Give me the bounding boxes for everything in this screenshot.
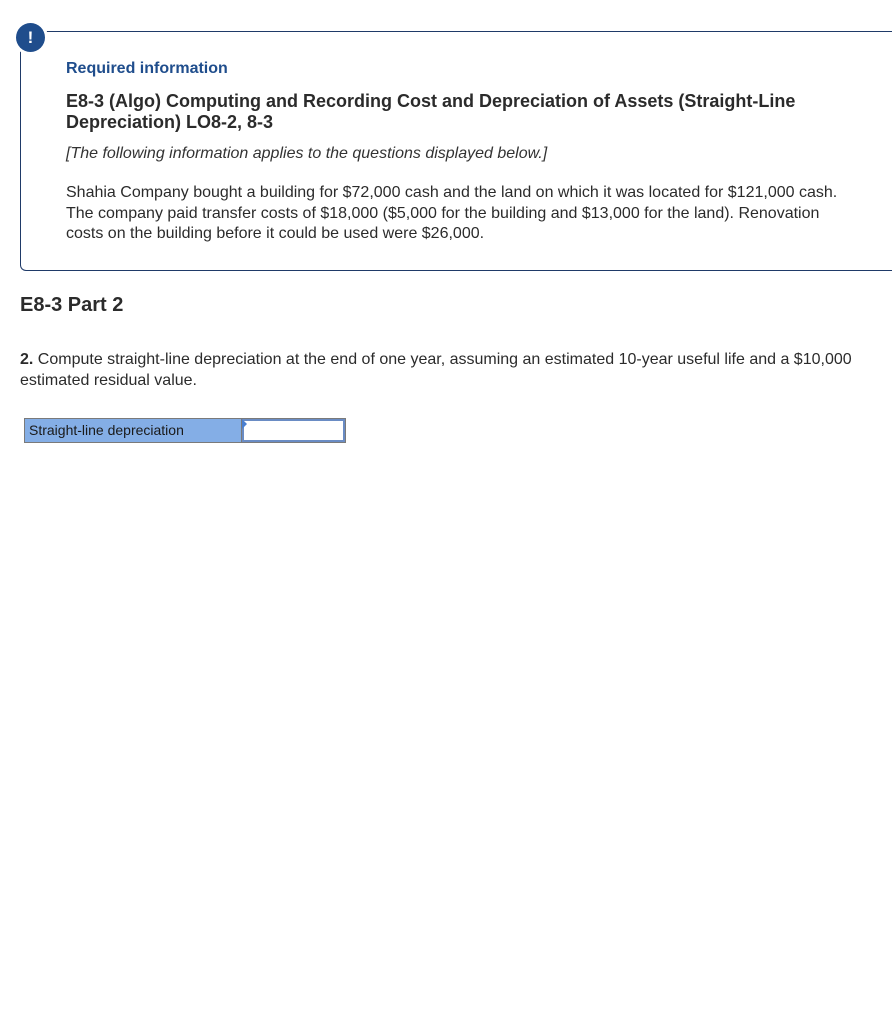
question-number: 2. — [20, 351, 34, 368]
part-heading: E8-3 Part 2 — [20, 294, 124, 316]
problem-title: E8-3 (Algo) Computing and Recording Cost and Depreciation of Assets (Straight-Line Depreciation) LO8-2, 8-3 — [66, 91, 796, 132]
question-text — [20, 350, 892, 391]
question-body: Compute straight-line depreciation at the end of one year, assuming an estimated 10-year useful life and a $10,000 estimated residual value. — [20, 351, 852, 389]
scenario-text: Shahia Company bought a building for $72,000 cash and the land on which it was located for $121,000 cash. The company paid transfer costs of $18,000 ($5,000 for the building and $13,000 for the land). Renovation costs on the building before it could be used were $26,000. — [66, 184, 838, 242]
straight-line-depreciation-input[interactable] — [242, 419, 345, 442]
answer-row — [24, 418, 346, 443]
required-information-label: Required information — [66, 60, 228, 77]
applies-note: [The following information applies to the questions displayed below.] — [66, 145, 548, 162]
answer-input-cell[interactable] — [242, 418, 346, 443]
input-marker-icon — [242, 419, 247, 429]
answer-label: Straight-line depreciation — [24, 418, 242, 443]
alert-icon: ! — [16, 23, 45, 52]
